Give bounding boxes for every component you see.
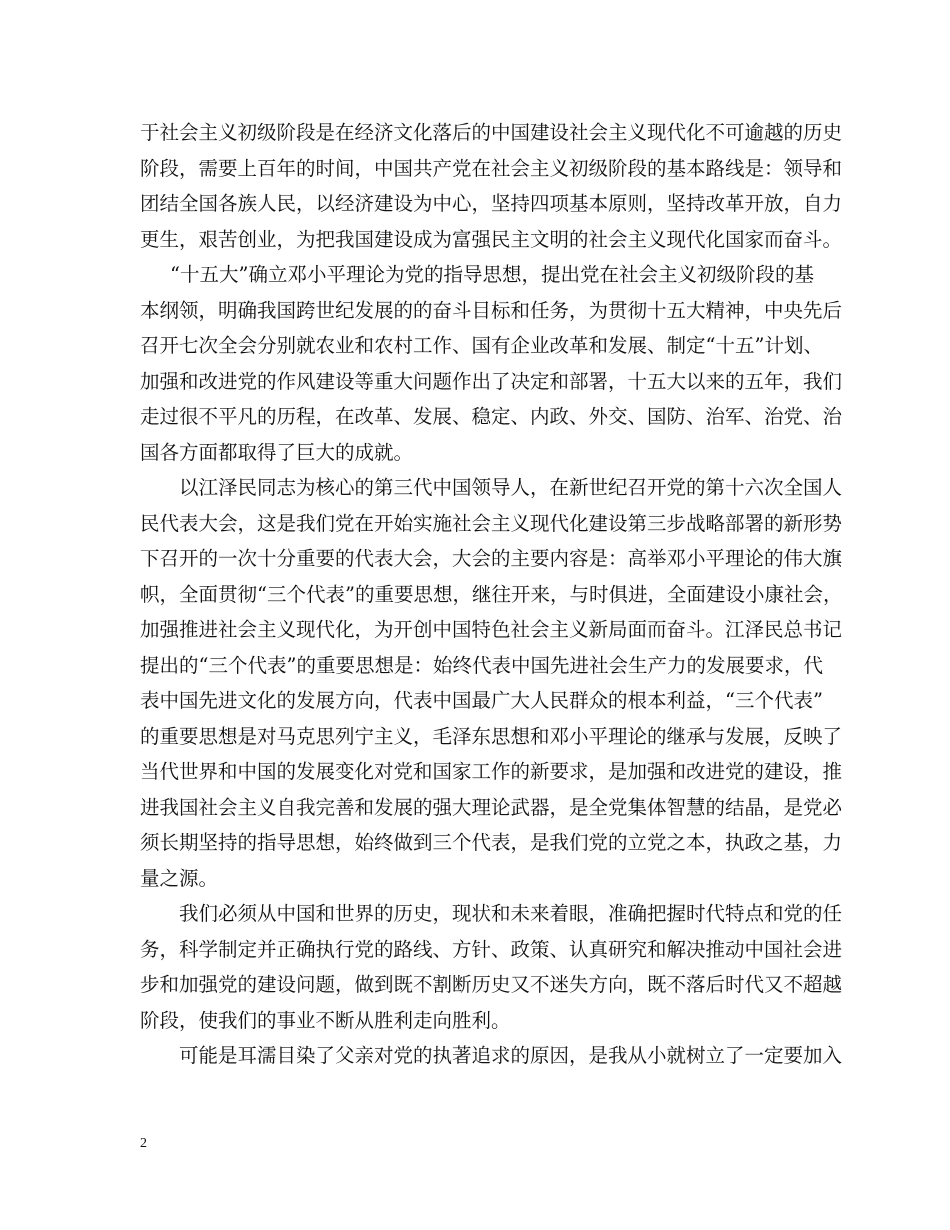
body-text — [140, 115, 843, 1074]
paragraph-3-line-12: 量之源。 — [140, 866, 219, 890]
paragraph-2-line-2: 本纲领，明确我国跨世纪发展的的奋斗目标和任务，为贯彻十五大精神，中央先后 — [140, 298, 843, 322]
paragraph-3-line-7: 表中国先进文化的发展方向，代表中国最广大人民群众的根本利益，“三个代表” — [140, 689, 823, 712]
paragraph-1-line-1: 于社会主义初级阶段是在经济文化落后的中国建设社会主义现代化不可逾越的历史 — [140, 121, 843, 144]
paragraph-3-line-8: 的重要思想是对马克思列宁主义，毛泽东思想和邓小平理论的继承与发展，反映了 — [140, 724, 843, 748]
paragraph-5-line-1: 可能是耳濡目染了父亲对党的执著追求的原因，是我从小就树立了一定要加入 — [179, 1044, 843, 1067]
paragraph-2-line-3: 召开七次全会分别就农业和农村工作、国有企业改革和发展、制定“十五”计划、 — [140, 334, 823, 357]
paragraph-3-line-4: 帜，全面贯彻“三个代表”的重要思想，继往开来，与时俱进，全面建设小康社会， — [140, 582, 843, 606]
paragraph-2-line-5: 走过很不平凡的历程，在改革、发展、稳定、内政、外交、国防、治军、治党、治 — [140, 405, 843, 428]
paragraph-2-line-4: 加强和改进党的作风建设等重大问题作出了决定和部署，十五大以来的五年，我们 — [140, 369, 843, 393]
paragraph-2-line-1: “十五大”确立邓小平理论为党的指导思想，提出党在社会主义初级阶段的基 — [170, 263, 814, 286]
paragraph-4-line-4: 阶段，使我们的事业不断从胜利走向胜利。 — [140, 1008, 511, 1032]
paragraph-1-line-3: 团结全国各族人民，以经济建设为中心，坚持四项基本原则，坚持改革开放，自力 — [140, 192, 843, 215]
page-number: 2 — [140, 1136, 147, 1151]
paragraph-3-line-9: 当代世界和中国的发展变化对党和国家工作的新要求，是加强和改进党的建设，推 — [140, 760, 843, 783]
paragraph-4-line-2: 务，科学制定并正确执行党的路线、方针、政策、认真研究和解决推动中国社会进 — [140, 937, 843, 961]
paragraph-3-line-3: 下召开的一次十分重要的代表大会，大会的主要内容是：高举邓小平理论的伟大旗 — [140, 547, 843, 570]
paragraph-3-line-1: 以江泽民同志为核心的第三代中国领导人，在新世纪召开党的第十六次全国人 — [179, 476, 843, 499]
paragraph-3-line-10: 进我国社会主义自我完善和发展的强大理论武器，是全党集体智慧的结晶，是党必 — [140, 795, 843, 819]
paragraph-3-line-6: 提出的“三个代表”的重要思想是：始终代表中国先进社会生产力的发展要求，代 — [140, 653, 823, 677]
paragraph-1-line-4: 更生，艰苦创业，为把我国建设成为富强民主文明的社会主义现代化国家而奋斗。 — [140, 227, 843, 251]
paragraph-2-line-6: 国各方面都取得了巨大的成就。 — [140, 440, 414, 464]
paragraph-3-line-5: 加强推进社会主义现代化，为开创中国特色社会主义新局面而奋斗。江泽民总书记 — [140, 618, 843, 641]
paragraph-3-line-2: 民代表大会，这是我们党在开始实施社会主义现代化建设第三步战略部署的新形势 — [140, 511, 843, 535]
paragraph-1-line-2: 阶段，需要上百年的时间，中国共产党在社会主义初级阶段的基本路线是：领导和 — [140, 156, 843, 180]
paragraph-4-line-1: 我们必须从中国和世界的历史，现状和未来着眼，准确把握时代特点和党的任 — [179, 902, 843, 925]
paragraph-3-line-11: 须长期坚持的指导思想，始终做到三个代表，是我们党的立党之本，执政之基，力 — [140, 831, 843, 854]
paragraph-4-line-3: 步和加强党的建设问题，做到既不割断历史又不迷失方向，既不落后时代又不超越 — [140, 973, 843, 996]
